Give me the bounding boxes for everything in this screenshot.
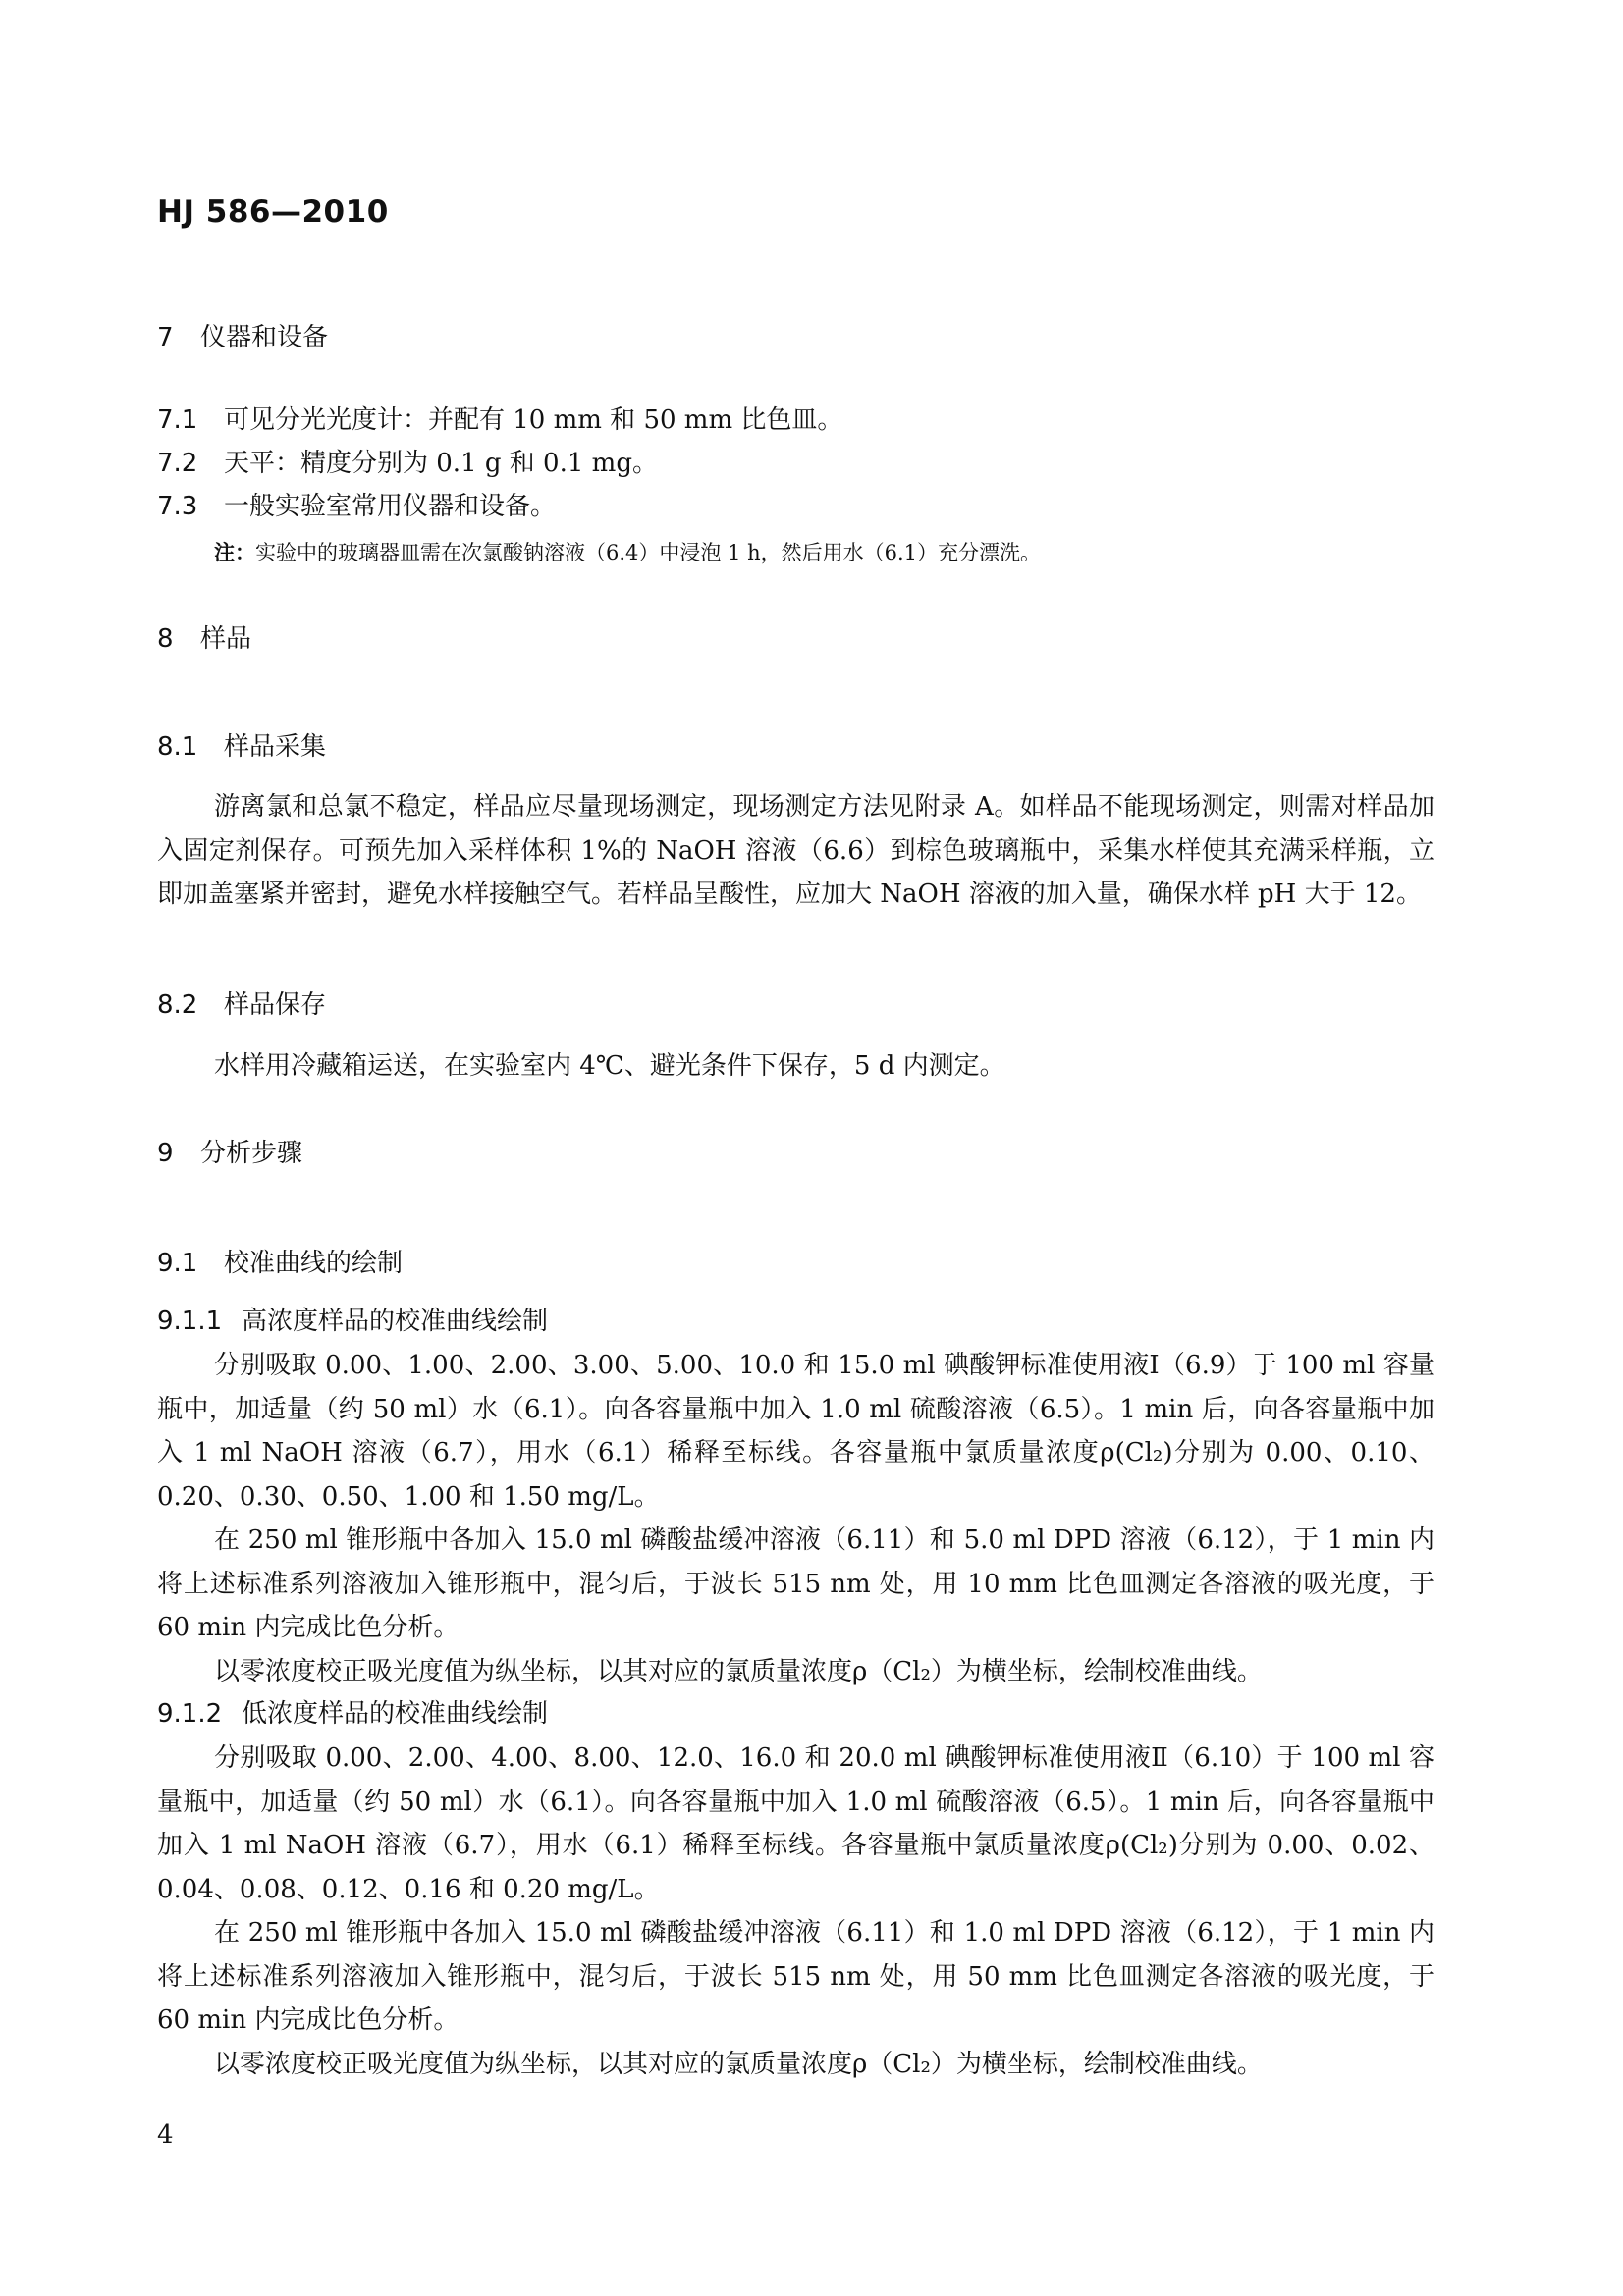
section-number: 9	[157, 1139, 174, 1168]
item-text: 天平：精度分别为 0.1 g 和 0.1 mg。	[224, 449, 658, 478]
page-number: 4	[157, 2120, 174, 2150]
list-item-7-2	[157, 442, 1434, 485]
section-title: 样品保存	[224, 990, 327, 1020]
note-label: 注：	[214, 541, 255, 564]
section-number: 9.1.2	[157, 1699, 223, 1729]
section-9-1-heading	[157, 1243, 1434, 1279]
item-text: 可见分光光度计：并配有 10 mm 和 50 mm 比色皿。	[224, 405, 843, 435]
list-item-7-3	[157, 485, 1434, 528]
paragraph-9-1-1-a: 分别吸取 0.00、1.00、2.00、3.00、5.00、10.0 和 15.0 ml 碘酸钾标准使用液Ⅰ（6.9）于 100 ml 容量瓶中，加适量（约 50 ml）水（6.1）。向各容量瓶中加入 1.0 ml 硫酸溶液（6.5）。1 min 后，向各容量瓶中加入 1 ml NaOH 溶液（6.7），用水（6.1）稀释至标线。各容量瓶中氯质量浓度ρ(Cl₂)分别为 0.00、0.10、0.20、0.30、0.50、1.00 和 1.50 mg/L。	[157, 1351, 1434, 1512]
section-title: 校准曲线的绘制	[224, 1249, 404, 1278]
section-number: 8.1	[157, 732, 198, 762]
section-9-1-2-heading	[157, 1693, 1434, 1730]
section-number: 9.1	[157, 1249, 198, 1278]
section-8-heading	[157, 618, 1434, 655]
section-9-1-1-heading	[157, 1301, 1434, 1337]
section-9-heading	[157, 1133, 1434, 1169]
list-item-7-1	[157, 399, 1434, 442]
item-number: 7.3	[157, 492, 198, 521]
section-8-2-heading	[157, 985, 1434, 1021]
section-title: 仪器和设备	[200, 323, 329, 352]
paragraph-9-1-2-c: 以零浓度校正吸光度值为纵坐标，以其对应的氯质量浓度ρ（Cl₂）为横坐标，绘制校准曲线。	[214, 2050, 1263, 2079]
paragraph-9-1-1-b: 在 250 ml 锥形瓶中各加入 15.0 ml 磷酸盐缓冲溶液（6.11）和 5.0 ml DPD 溶液（6.12），于 1 min 内将上述标准系列溶液加入锥形瓶中，混匀后，于波长 515 nm 处，用 10 mm 比色皿测定各溶液的吸光度，于 60 min 内完成比色分析。	[157, 1525, 1434, 1642]
note	[214, 535, 1434, 570]
section-title: 样品	[200, 624, 252, 654]
section-8-1-heading	[157, 726, 1434, 763]
section-title: 低浓度样品的校准曲线绘制	[242, 1699, 549, 1729]
section-title: 分析步骤	[200, 1139, 303, 1168]
item-number: 7.2	[157, 449, 198, 478]
paragraph-8-2: 水样用冷藏箱运送，在实验室内 4℃、避光条件下保存，5 d 内测定。	[214, 1051, 1005, 1081]
section-7-heading	[157, 317, 1434, 353]
document-id-header: HJ 586—2010	[157, 194, 389, 230]
paragraph-9-1-2-b: 在 250 ml 锥形瓶中各加入 15.0 ml 磷酸盐缓冲溶液（6.11）和 1.0 ml DPD 溶液（6.12），于 1 min 内将上述标准系列溶液加入锥形瓶中，混匀后，于波长 515 nm 处，用 50 mm 比色皿测定各溶液的吸光度，于 60 min 内完成比色分析。	[157, 1918, 1434, 2035]
section-title: 样品采集	[224, 732, 327, 762]
item-text: 一般实验室常用仪器和设备。	[224, 492, 557, 521]
paragraph-9-1-2-a: 分别吸取 0.00、2.00、4.00、8.00、12.0、16.0 和 20.0 ml 碘酸钾标准使用液Ⅱ（6.10）于 100 ml 容量瓶中，加适量（约 50 ml）水（6.1）。向各容量瓶中加入 1.0 ml 硫酸溶液（6.5）。1 min 后，向各容量瓶中加入 1 ml NaOH 溶液（6.7），用水（6.1）稀释至标线。各容量瓶中氯质量浓度ρ(Cl₂)分别为 0.00、0.02、0.04、0.08、0.12、0.16 和 0.20 mg/L。	[157, 1743, 1434, 1904]
section-number: 9.1.1	[157, 1307, 223, 1336]
paragraph-8-1: 游离氯和总氯不稳定，样品应尽量现场测定，现场测定方法见附录 A。如样品不能现场测定，则需对样品加入固定剂保存。可预先加入采样体积 1%的 NaOH 溶液（6.6）到棕色玻璃瓶中，采集水样使其充满采样瓶，立即加盖塞紧并密封，避免水样接触空气。若样品呈酸性，应加大 NaOH 溶液的加入量，确保水样 pH 大于 12。	[157, 792, 1434, 909]
section-number: 7	[157, 323, 174, 352]
section-number: 8	[157, 624, 174, 654]
note-text: 实验中的玻璃器皿需在次氯酸钠溶液（6.4）中浸泡 1 h，然后用水（6.1）充分漂洗。	[255, 541, 1042, 564]
item-number: 7.1	[157, 405, 198, 435]
section-title: 高浓度样品的校准曲线绘制	[242, 1307, 549, 1336]
section-number: 8.2	[157, 990, 198, 1020]
paragraph-9-1-1-c: 以零浓度校正吸光度值为纵坐标，以其对应的氯质量浓度ρ（Cl₂）为横坐标，绘制校准曲线。	[214, 1657, 1263, 1686]
